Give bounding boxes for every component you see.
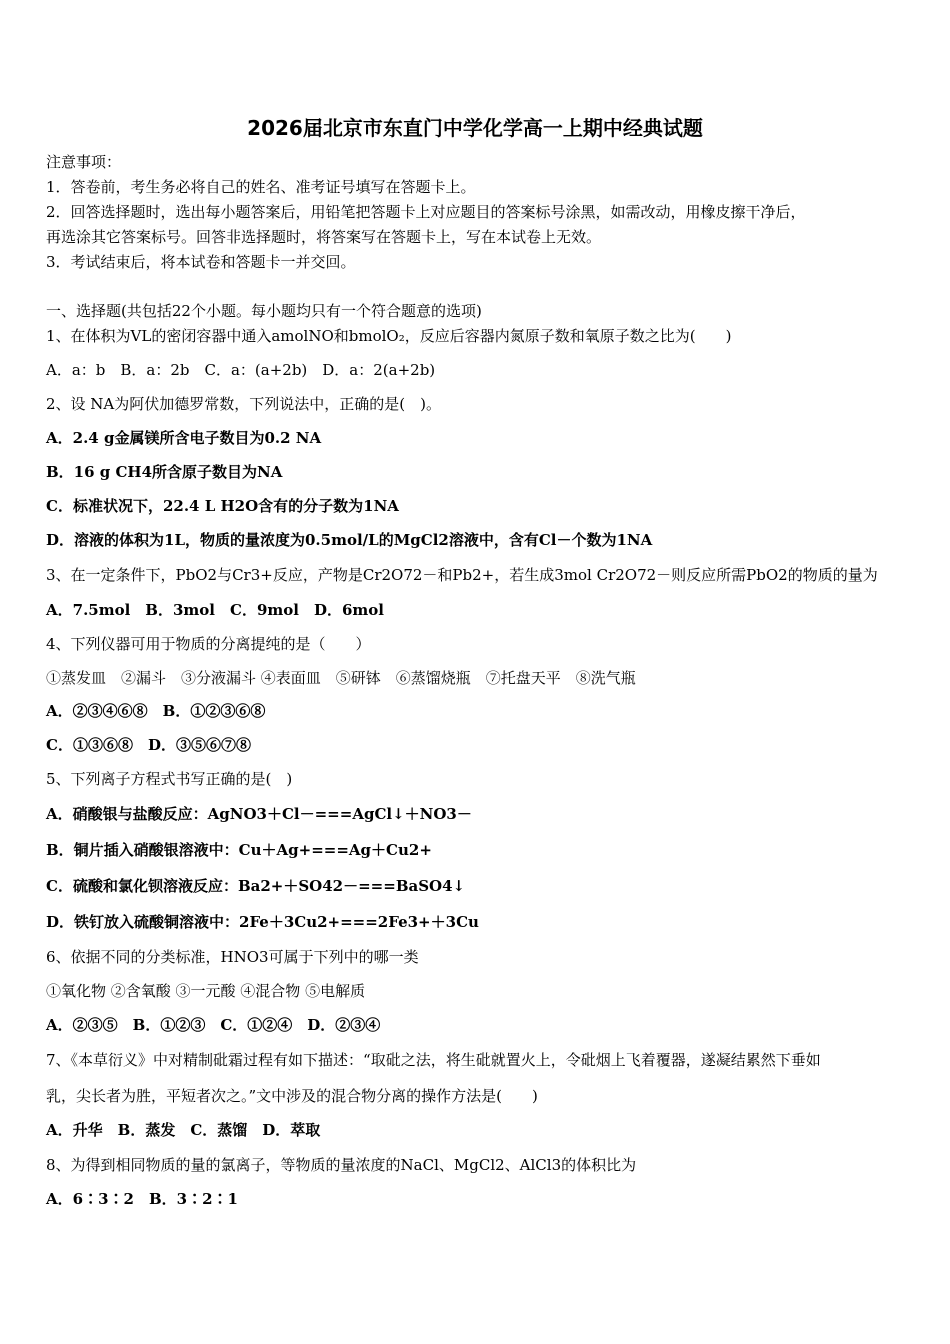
question-stem: 8、为得到相同物质的量的氯离子，等物质的量浓度的NaCl、MgCl2、AlCl3的体积比为 [46, 1156, 637, 1174]
question-options: A．a：b B．a：2b C．a：(a+2b) D．a：2(a+2b) [46, 361, 436, 379]
option-line: B．铜片插入硝酸银溶液中：Cu＋Ag+===Ag＋Cu2+ [46, 841, 432, 859]
exam-title: 2026届北京市东直门中学化学高一上期中经典试题 [247, 116, 703, 140]
question-items: ①氧化物 ②含氧酸 ③一元酸 ④混合物 ⑤电解质 [46, 982, 366, 1000]
question-options: A．升华 B．蒸发 C．蒸馏 D．萃取 [46, 1121, 321, 1139]
question-options: A．7.5mol B．3mol C．9mol D．6mol [46, 601, 384, 619]
notice-item: 2．回答选择题时，选出每小题答案后，用铅笔把答题卡上对应题目的答案标号涂黑，如需改动，用橡皮擦干净后， [46, 203, 806, 221]
question-stem: 3、在一定条件下，PbO2与Cr3+反应，产物是Cr2O72－和Pb2+，若生成3mol Cr2O72－则反应所需PbO2的物质的量为 [46, 566, 878, 584]
question-stem: 2、设 NA为阿伏加德罗常数，下列说法中，正确的是( )。 [46, 395, 441, 413]
question-stem: 5、下列离子方程式书写正确的是( ) [46, 770, 293, 788]
question-options: C．①③⑥⑧ D．③⑤⑥⑦⑧ [46, 736, 251, 754]
question-stem: 乳，尖长者为胜，平短者次之。”文中涉及的混合物分离的操作方法是( ) [46, 1087, 538, 1105]
question-options: A．6∶3∶2 B．3∶2∶1 [46, 1190, 238, 1208]
notice-item: 3．考试结束后，将本试卷和答题卡一并交回。 [46, 253, 356, 271]
option-line: D．铁钉放入硫酸铜溶液中：2Fe＋3Cu2+===2Fe3+＋3Cu [46, 913, 479, 931]
notice-item: 1．答卷前，考生务必将自己的姓名、准考证号填写在答题卡上。 [46, 178, 476, 196]
option-line: A．2.4 g金属镁所含电子数目为0.2 NA [46, 429, 322, 447]
option-line: B．16 g CH4所含原子数目为NA [46, 463, 283, 481]
question-stem: 6、依据不同的分类标准，HNO3可属于下列中的哪一类 [46, 948, 419, 966]
question-options: A．②③④⑥⑧ B．①②③⑥⑧ [46, 702, 266, 720]
question-options: A．②③⑤ B．①②③ C．①②④ D．②③④ [46, 1016, 381, 1034]
notice-item: 再选涂其它答案标号。回答非选择题时，将答案写在答题卡上，写在本试卷上无效。 [46, 228, 602, 246]
question-items: ①蒸发皿 ②漏斗 ③分液漏斗 ④表面皿 ⑤研钵 ⑥蒸馏烧瓶 ⑦托盘天平 ⑧洗气瓶 [46, 669, 636, 687]
option-line: C．标准状况下，22.4 L H2O含有的分子数为1NA [46, 497, 399, 515]
option-line: D．溶液的体积为1L，物质的量浓度为0.5mol/L的MgCl2溶液中，含有Cl－个数为1NA [46, 531, 653, 549]
notice-heading: 注意事项： [46, 153, 122, 171]
question-stem: 1、在体积为VL的密闭容器中通入amolNO和bmolO₂，反应后容器内氮原子数和氧原子数之比为( ) [46, 327, 732, 345]
option-line: C．硫酸和氯化钡溶液反应：Ba2+＋SO42－===BaSO4↓ [46, 877, 466, 895]
section-heading: 一、选择题(共包括22个小题。每小题均只有一个符合题意的选项) [46, 302, 482, 320]
question-stem: 7、《本草衍义》中对精制砒霜过程有如下描述：“取砒之法，将生砒就置火上，令砒烟上飞着覆器，遂凝结累然下垂如 [46, 1051, 821, 1069]
question-stem: 4、下列仪器可用于物质的分离提纯的是（ ） [46, 635, 371, 653]
option-line: A．硝酸银与盐酸反应：AgNO3＋Cl－===AgCl↓＋NO3－ [46, 805, 472, 823]
